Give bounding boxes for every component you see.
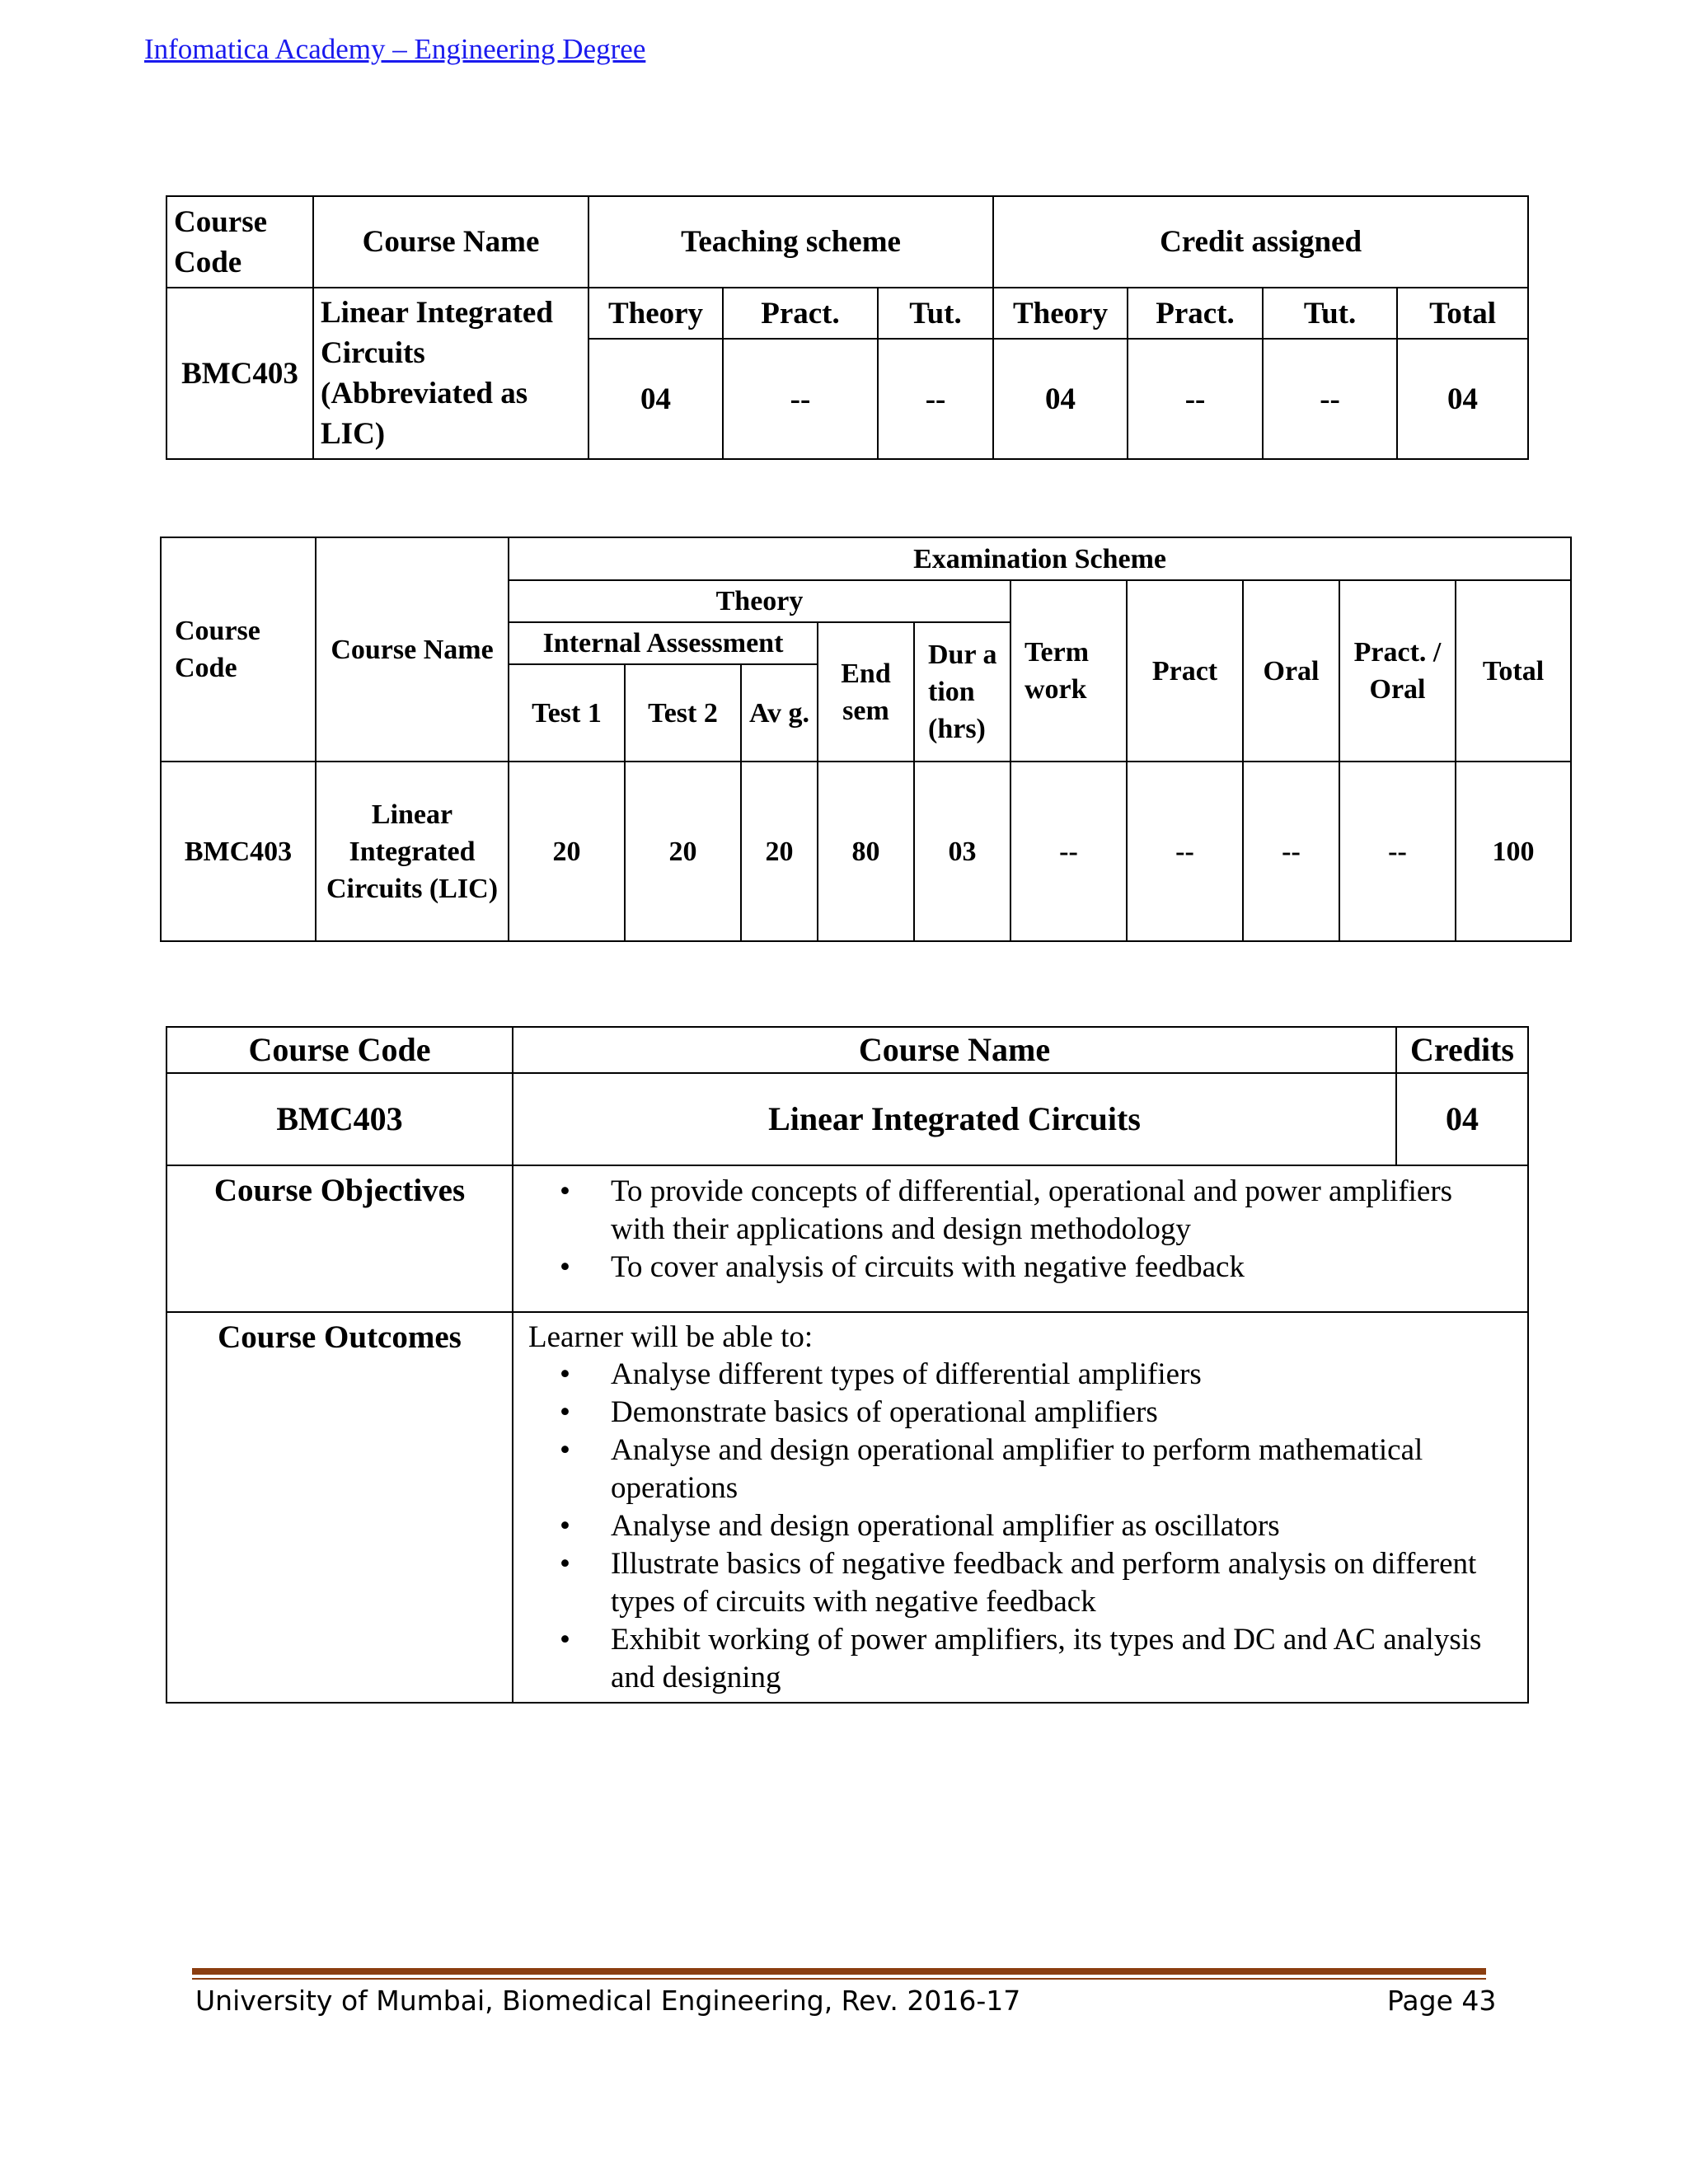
value-avg: 20	[741, 762, 818, 941]
list-item: • Analyse and design operational amplifier to perform mathematical operations	[611, 1432, 1514, 1507]
course-outcomes-content	[513, 1312, 1528, 1703]
credits-cell: 04	[1396, 1073, 1528, 1165]
course-objectives-content	[513, 1165, 1528, 1312]
outcomes-intro: Learner will be able to:	[528, 1320, 814, 1354]
total-header: Total	[1456, 580, 1571, 762]
course-code-header: Course Code	[166, 1027, 513, 1073]
value-pract-oral: --	[1339, 762, 1456, 941]
avg-header: Av g.	[741, 664, 818, 762]
sub-header-pract: Pract.	[723, 288, 878, 339]
value-credit-tut: --	[1263, 339, 1397, 459]
value-oral: --	[1243, 762, 1339, 941]
course-code-cell: BMC403	[161, 762, 316, 941]
course-outcomes-label: Course Outcomes	[166, 1312, 513, 1703]
sub-header-credit-theory: Theory	[993, 288, 1128, 339]
sub-header-credit-tut: Tut.	[1263, 288, 1397, 339]
value-credit-pract: --	[1128, 339, 1263, 459]
duration-header: Dur a tion (hrs)	[914, 622, 1010, 762]
course-code-cell: BMC403	[166, 288, 313, 459]
course-name-cell: Linear Integrated Circuits	[513, 1073, 1396, 1165]
list-item: • Illustrate basics of negative feedback and perform analysis on different types of circuits with negative feedback	[611, 1545, 1514, 1621]
value-duration: 03	[914, 762, 1010, 941]
sub-header-theory: Theory	[588, 288, 723, 339]
course-objectives-label: Course Objectives	[166, 1165, 513, 1312]
teaching-scheme-table	[166, 195, 1529, 460]
value-test1: 20	[509, 762, 625, 941]
objectives-list	[528, 1173, 1514, 1286]
list-item: • Demonstrate basics of operational amplifiers	[611, 1394, 1514, 1432]
sub-header-credit-total: Total	[1397, 288, 1528, 339]
test1-header: Test 1	[509, 664, 625, 762]
value-credit-total: 04	[1397, 339, 1528, 459]
list-item: • Analyse and design operational amplifier as oscillators	[611, 1507, 1514, 1545]
footer-page-number: Page 43	[1387, 1985, 1497, 2017]
value-tut: --	[878, 339, 993, 459]
value-pract: --	[723, 339, 878, 459]
list-item: • To provide concepts of differential, operational and power amplifiers with their applications and design methodology	[611, 1173, 1514, 1249]
value-test2: 20	[625, 762, 741, 941]
outcomes-list	[528, 1356, 1514, 1697]
credits-header: Credits	[1396, 1027, 1528, 1073]
credit-assigned-header: Credit assigned	[993, 196, 1528, 288]
value-term-work: --	[1010, 762, 1127, 941]
footer-university: University of Mumbai, Biomedical Engineering, Rev. 2016-17	[195, 1985, 1021, 2017]
course-name-cell: Linear Integrated Circuits (Abbreviated as LIC)	[313, 288, 588, 459]
value-end-sem: 80	[818, 762, 914, 941]
course-details-table	[166, 1026, 1529, 1704]
footer-rule-thick	[192, 1968, 1486, 1975]
pract-header: Pract	[1127, 580, 1243, 762]
value-theory: 04	[588, 339, 723, 459]
sub-header-tut: Tut.	[878, 288, 993, 339]
course-code-header: Course Code	[161, 537, 316, 762]
header-link[interactable]: Infomatica Academy – Engineering Degree	[144, 33, 646, 65]
list-item: • Analyse different types of differential amplifiers	[611, 1356, 1514, 1394]
value-total: 100	[1456, 762, 1571, 941]
list-item: • To cover analysis of circuits with negative feedback	[611, 1249, 1514, 1286]
course-code-cell: BMC403	[166, 1073, 513, 1165]
term-work-header: Term work	[1010, 580, 1127, 762]
test2-header: Test 2	[625, 664, 741, 762]
list-item: • Exhibit working of power amplifiers, its types and DC and AC analysis and designing	[611, 1621, 1514, 1697]
theory-header: Theory	[509, 580, 1010, 622]
course-name-header: Course Name	[313, 196, 588, 288]
examination-scheme-header: Examination Scheme	[509, 537, 1571, 580]
teaching-scheme-header: Teaching scheme	[588, 196, 993, 288]
end-sem-header: End sem	[818, 622, 914, 762]
sub-header-credit-pract: Pract.	[1128, 288, 1263, 339]
course-code-header: Course Code	[166, 196, 313, 288]
value-credit-theory: 04	[993, 339, 1128, 459]
examination-scheme-table	[160, 537, 1572, 942]
value-pract: --	[1127, 762, 1243, 941]
pract-oral-header: Pract. / Oral	[1339, 580, 1456, 762]
footer-rule-thin	[192, 1978, 1486, 1980]
course-name-header: Course Name	[513, 1027, 1396, 1073]
oral-header: Oral	[1243, 580, 1339, 762]
course-name-cell: Linear Integrated Circuits (LIC)	[316, 762, 509, 941]
internal-assessment-header: Internal Assessment	[509, 622, 818, 664]
course-name-header: Course Name	[316, 537, 509, 762]
